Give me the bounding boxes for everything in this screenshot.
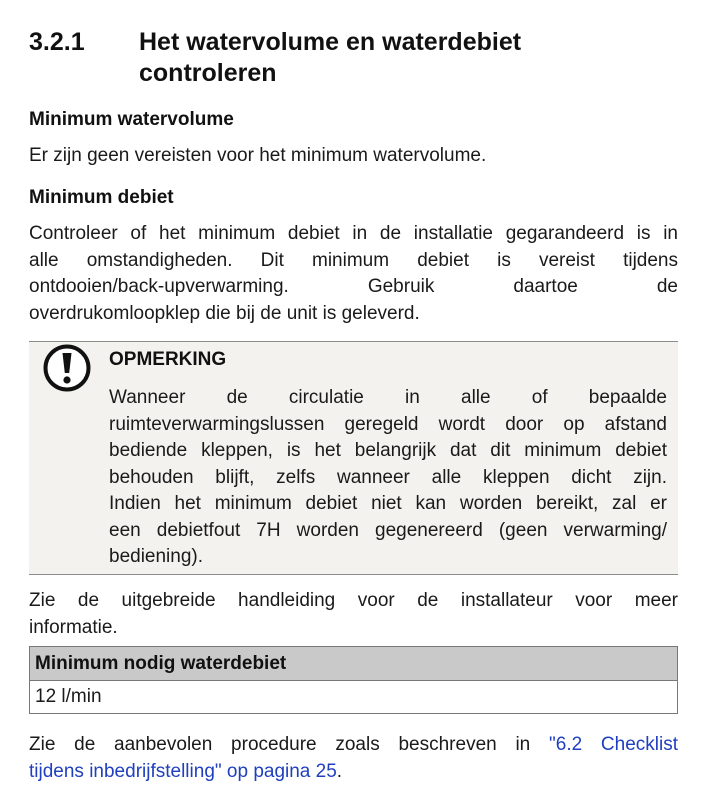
- note-line: bediende kleppen, is het belangrijk dat dit minimum debiet: [109, 440, 667, 461]
- procedure-line-2: [29, 759, 678, 786]
- section-title-line-1: Het watervolume en waterdebiet: [139, 28, 522, 56]
- min-volume-text: Er zijn geen vereisten voor het minimum watervolume.: [29, 145, 487, 166]
- procedure-end: .: [336, 760, 343, 782]
- checklist-link-part-2[interactable]: tijdens inbedrijfstelling" op pagina 25: [29, 760, 337, 782]
- checklist-link-part-1[interactable]: "6.2 Checklist: [549, 734, 679, 755]
- note-body: [109, 385, 667, 571]
- min-flow-line: overdrukomloopklep die bij de unit is geleverd.: [29, 302, 420, 324]
- note-line: Indien het minimum debiet niet kan worden bereikt, zal er: [109, 493, 667, 514]
- note-line: behouden blijft, zelfs wanneer alle kleppen dicht zijn.: [109, 466, 667, 488]
- min-flow-line: alle omstandigheden. Dit minimum debiet is vereist tijdens: [29, 249, 678, 271]
- procedure-paragraph: [29, 732, 678, 785]
- table-cell-value: 12 l/min: [35, 686, 102, 707]
- note-line: ruimteverwarmingslussen geregeld wordt door op afstand: [109, 413, 667, 435]
- min-flow-line: ontdooien/back-upverwarming. Gebruik daartoe de: [29, 276, 678, 297]
- note-title: OPMERKING: [109, 349, 227, 370]
- table-header: Minimum nodig waterdebiet: [30, 647, 677, 681]
- water-flow-table: [29, 646, 678, 714]
- note-box: [29, 341, 678, 575]
- more-info-line: informatie.: [29, 616, 118, 638]
- section-number: 3.2.1: [29, 28, 85, 56]
- procedure-line-1: [29, 732, 678, 759]
- min-volume-heading: Minimum watervolume: [29, 109, 234, 130]
- section-title-line-2: controleren: [139, 59, 277, 87]
- more-info-paragraph: [29, 588, 678, 641]
- min-flow-heading: Minimum debiet: [29, 187, 174, 208]
- procedure-text: Zie de aanbevolen procedure zoals beschreven in: [29, 734, 531, 755]
- min-flow-line: Controleer of het minimum debiet in de installatie gegarandeerd is in: [29, 223, 678, 244]
- note-line: Wanneer de circulatie in alle of bepaalde: [109, 387, 667, 408]
- note-line: een debietfout 7H worden gegenereerd (geen verwarming/: [109, 519, 667, 541]
- more-info-line: Zie de uitgebreide handleiding voor de installateur voor meer: [29, 590, 678, 611]
- min-flow-paragraph: [29, 221, 678, 327]
- exclamation-icon: [43, 344, 91, 397]
- note-line: bediening).: [109, 546, 204, 567]
